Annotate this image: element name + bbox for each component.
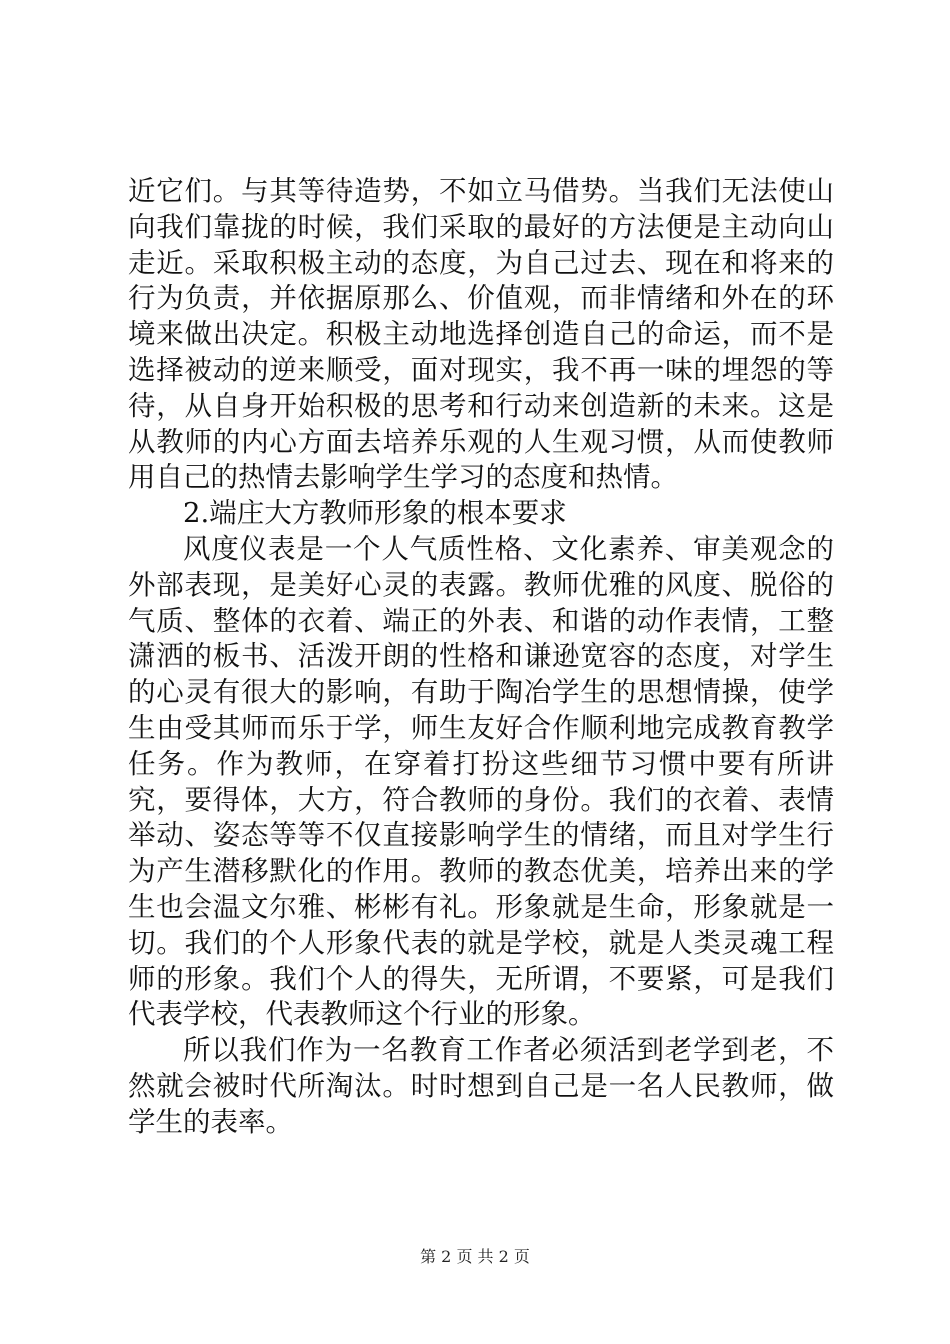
- paragraph-3: 所以我们作为一名教育工作者必须活到老学到老，不然就会被时代所淘汰。时时想到自己是一名人民教师，做学生的表率。: [128, 1034, 834, 1138]
- paragraph-2: 风度仪表是一个人气质性格、文化素养、审美观念的外部表现，是美好心灵的表露。教师优雅的风度、脱俗的气质、整体的衣着、端正的外表、和谐的动作表情，工整潇洒的板书、活泼开朗的性格和谦逊宽容的态度，对学生的心灵有很大的影响，有助于陶冶学生的思想情操，使学生由受其师而乐于学，师生友好合作顺利地完成教育教学任务。作为教师，在穿着打扮这些细节习惯中要有所讲究，要得体，大方，符合教师的身份。我们的衣着、表情举动、姿态等等不仅直接影响学生的情绪，而且对学生行为产生潜移默化的作用。教师的教态优美，培养出来的学生也会温文尔雅、彬彬有礼。形象就是生命，形象就是一切。我们的个人形象代表的就是学校，就是人类灵魂工程师的形象。我们个人的得失，无所谓，不要紧，可是我们代表学校，代表教师这个行业的形象。: [128, 532, 834, 1031]
- paragraph-1: 近它们。与其等待造势，不如立马借势。当我们无法使山向我们靠拢的时候，我们采取的最好的方法便是主动向山走近。采取积极主动的态度，为自己过去、现在和将来的行为负责，并依据原那么、价值观，而非情绪和外在的环境来做出决定。积极主动地选择创造自己的命运，而不是选择被动的逆来顺受，面对现实，我不再一味的埋怨的等待，从自身开始积极的思考和行动来创造新的未来。这是从教师的内心方面去培养乐观的人生观习惯，从而使教师用自己的热情去影响学生学习的态度和热情。: [128, 175, 834, 494]
- document-body: [128, 174, 834, 1141]
- page-number-footer: 第 2 页 共 2 页: [420, 1247, 530, 1266]
- section-heading: 2.端庄大方教师形象的根本要求: [183, 497, 567, 530]
